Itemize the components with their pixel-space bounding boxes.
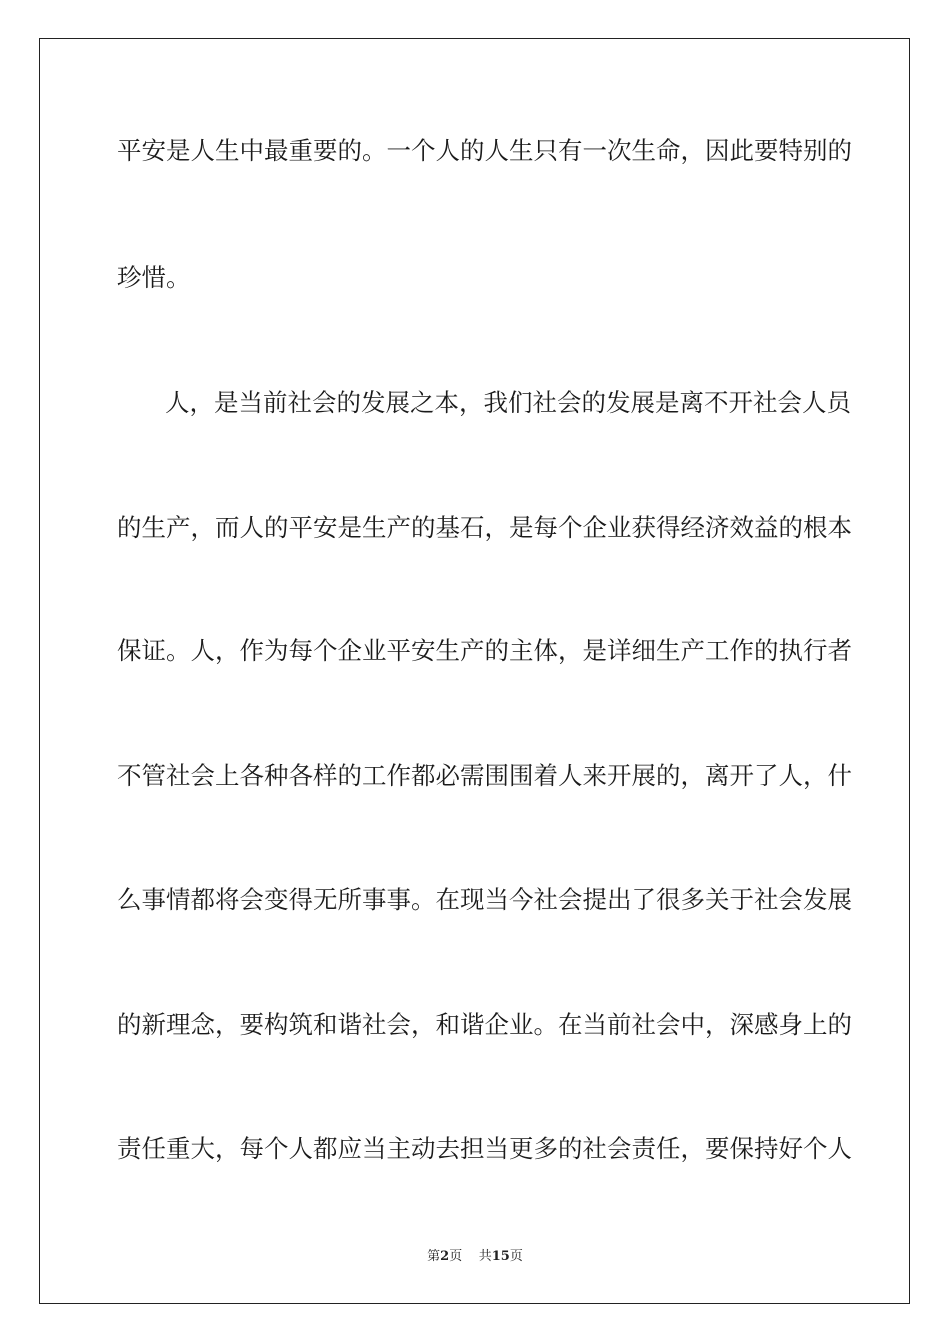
page-footer [0, 1245, 950, 1264]
text-line-9: 责任重大，每个人都应当主动去担当更多的社会责任，要保持好个人 [117, 1134, 852, 1163]
footer-page-prefix: 第 [427, 1249, 441, 1264]
text-line-7: 么事情都将会变得无所事事。在现当今社会提出了很多关于社会发展 [117, 885, 852, 914]
footer-total-pages: 15 [491, 1249, 510, 1264]
footer-total-suffix: 页 [509, 1249, 523, 1264]
footer-total-prefix: 共 [478, 1249, 492, 1264]
text-line-5: 保证。人，作为每个企业平安生产的主体，是详细生产工作的执行者 [117, 636, 852, 665]
text-line-4: 的生产，而人的平安是生产的基石，是每个企业获得经济效益的根本 [117, 513, 852, 542]
text-line-8: 的新理念，要构筑和谐社会，和谐企业。在当前社会中，深感身上的 [117, 1010, 852, 1039]
text-line-3: 人，是当前社会的发展之本，我们社会的发展是离不开社会人员 [165, 388, 851, 417]
footer-page-number: 2 [440, 1249, 450, 1264]
text-line-2: 珍惜。 [117, 263, 191, 292]
footer-page-suffix: 页 [449, 1249, 463, 1264]
text-line-6: 不管社会上各种各样的工作都必需围围着人来开展的，离开了人，什 [117, 761, 852, 790]
page-frame [39, 38, 910, 1304]
text-line-1: 平安是人生中最重要的。一个人的人生只有一次生命，因此要特别的 [117, 136, 852, 165]
